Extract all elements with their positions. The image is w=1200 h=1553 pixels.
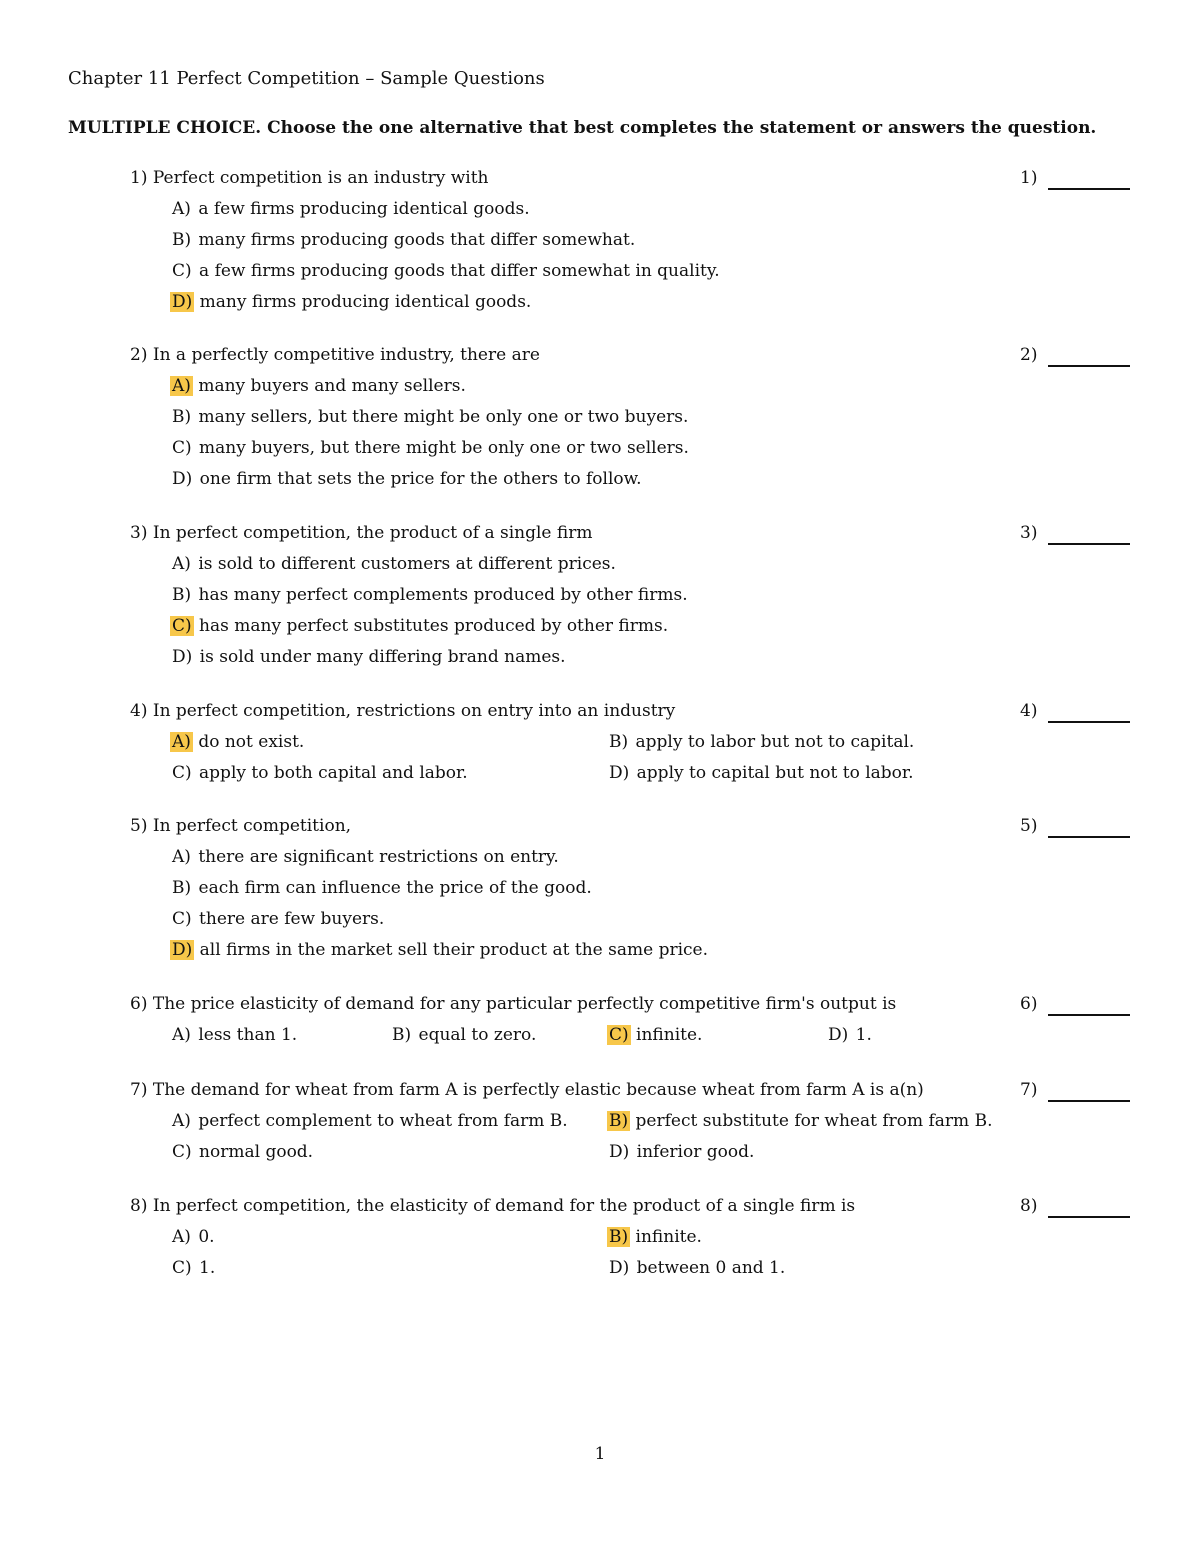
answer-option[interactable] [170, 732, 304, 752]
option-text: apply to both capital and labor. [193, 763, 468, 783]
option-text: many buyers, but there might be only one or two sellers. [193, 438, 689, 458]
option-text: there are few buyers. [193, 909, 385, 929]
option-text: a few firms producing identical goods. [192, 199, 530, 219]
answer-blank[interactable] [1048, 1014, 1130, 1016]
option-letter: C) [172, 1258, 192, 1278]
option-text: normal good. [193, 1142, 314, 1162]
option-letter: B) [172, 407, 192, 427]
answer-blank[interactable] [1048, 1216, 1130, 1218]
question-stem: 8) In perfect competition, the elasticity of demand for the product of a single firm is [130, 1196, 856, 1216]
option-letter: B) [609, 732, 629, 752]
document-title: Chapter 11 Perfect Competition – Sample Questions [68, 68, 545, 89]
answer-option[interactable] [607, 763, 914, 783]
answer-number: 3) [1020, 523, 1038, 543]
option-letter: B) [172, 230, 192, 250]
option-letter: D) [609, 1258, 630, 1278]
highlighted-option-letter: B) [609, 1227, 629, 1247]
option-text: inferior good. [631, 1142, 755, 1162]
highlighted-option-letter: A) [172, 376, 191, 396]
option-text: there are significant restrictions on entry. [192, 847, 559, 867]
highlighted-option-letter: B) [609, 1111, 629, 1131]
option-letter: B) [172, 585, 192, 605]
answer-option[interactable] [170, 647, 566, 667]
option-text: many firms producing identical goods. [194, 292, 532, 312]
question-stem: 1) Perfect competition is an industry with [130, 168, 489, 188]
answer-option[interactable] [170, 878, 592, 898]
answer-option[interactable] [170, 1025, 297, 1045]
option-text: infinite. [630, 1227, 702, 1247]
option-letter: D) [828, 1025, 849, 1045]
answer-option[interactable] [607, 1227, 702, 1247]
answer-blank[interactable] [1048, 721, 1130, 723]
question-stem: 5) In perfect competition, [130, 816, 352, 836]
option-text: perfect substitute for wheat from farm B. [630, 1111, 993, 1131]
answer-blank[interactable] [1048, 365, 1130, 367]
highlighted-option-letter: A) [172, 732, 191, 752]
answer-option[interactable] [170, 292, 531, 312]
answer-option[interactable] [390, 1025, 536, 1045]
option-text: do not exist. [192, 732, 305, 752]
option-text: is sold under many differing brand names. [194, 647, 566, 667]
answer-option[interactable] [170, 376, 466, 396]
answer-option[interactable] [170, 261, 720, 281]
option-text: less than 1. [192, 1025, 298, 1045]
answer-option[interactable] [170, 585, 688, 605]
option-text: apply to labor but not to capital. [630, 732, 915, 752]
option-letter: D) [609, 763, 630, 783]
answer-option[interactable] [170, 407, 688, 427]
answer-number: 8) [1020, 1196, 1038, 1216]
answer-option[interactable] [607, 1111, 992, 1131]
option-letter: D) [172, 469, 193, 489]
option-text: each firm can influence the price of the good. [193, 878, 592, 898]
option-text: is sold to different customers at different prices. [192, 554, 616, 574]
option-letter: A) [172, 199, 191, 219]
answer-option[interactable] [607, 1142, 754, 1162]
option-letter: A) [172, 1111, 191, 1131]
option-letter: C) [172, 261, 192, 281]
option-text: all firms in the market sell their product at the same price. [194, 940, 709, 960]
option-letter: C) [172, 763, 192, 783]
answer-blank[interactable] [1048, 188, 1130, 190]
answer-number: 5) [1020, 816, 1038, 836]
option-letter: A) [172, 1025, 191, 1045]
answer-number: 4) [1020, 701, 1038, 721]
option-letter: B) [392, 1025, 412, 1045]
answer-option[interactable] [170, 616, 668, 636]
option-letter: D) [172, 647, 193, 667]
question-stem: 2) In a perfectly competitive industry, there are [130, 345, 540, 365]
question-stem: 7) The demand for wheat from farm A is perfectly elastic because wheat from farm A is a(n) [130, 1080, 924, 1100]
answer-option[interactable] [170, 1142, 313, 1162]
question-stem: 4) In perfect competition, restrictions on entry into an industry [130, 701, 676, 721]
answer-option[interactable] [170, 438, 689, 458]
question-stem: 6) The price elasticity of demand for any particular perfectly competitive firm's output is [130, 994, 897, 1014]
answer-blank[interactable] [1048, 543, 1130, 545]
option-letter: C) [172, 1142, 192, 1162]
answer-option[interactable] [170, 199, 530, 219]
answer-option[interactable] [170, 554, 616, 574]
option-text: apply to capital but not to labor. [631, 763, 914, 783]
option-text: perfect complement to wheat from farm B. [192, 1111, 568, 1131]
option-letter: D) [609, 1142, 630, 1162]
option-text: 1. [193, 1258, 216, 1278]
answer-option[interactable] [170, 763, 468, 783]
answer-option[interactable] [826, 1025, 872, 1045]
answer-option[interactable] [607, 1258, 785, 1278]
option-text: many buyers and many sellers. [192, 376, 466, 396]
option-text: between 0 and 1. [631, 1258, 786, 1278]
answer-number: 6) [1020, 994, 1038, 1014]
instructions: MULTIPLE CHOICE. Choose the one alternative that best completes the statement or answers the question. [68, 118, 1097, 138]
option-letter: C) [172, 909, 192, 929]
answer-option[interactable] [607, 732, 914, 752]
option-text: equal to zero. [413, 1025, 537, 1045]
answer-number: 7) [1020, 1080, 1038, 1100]
answer-option[interactable] [607, 1025, 702, 1045]
option-text: many sellers, but there might be only one or two buyers. [193, 407, 689, 427]
answer-option[interactable] [170, 1111, 568, 1131]
option-letter: C) [172, 438, 192, 458]
highlighted-option-letter: D) [172, 940, 193, 960]
answer-number: 1) [1020, 168, 1038, 188]
answer-option[interactable] [170, 1258, 215, 1278]
highlighted-option-letter: C) [609, 1025, 629, 1045]
answer-option[interactable] [170, 469, 642, 489]
option-text: has many perfect substitutes produced by other firms. [193, 616, 669, 636]
answer-option[interactable] [170, 1227, 215, 1247]
answer-blank[interactable] [1048, 836, 1130, 838]
option-text: 1. [850, 1025, 872, 1045]
option-letter: A) [172, 847, 191, 867]
answer-option[interactable] [170, 230, 635, 250]
answer-option[interactable] [170, 909, 384, 929]
option-letter: B) [172, 878, 192, 898]
answer-option[interactable] [170, 940, 708, 960]
option-text: many firms producing goods that differ somewhat. [193, 230, 636, 250]
page-number: 1 [594, 1444, 606, 1464]
option-text: has many perfect complements produced by other firms. [193, 585, 688, 605]
answer-number: 2) [1020, 345, 1038, 365]
option-letter: A) [172, 1227, 191, 1247]
option-letter: A) [172, 554, 191, 574]
option-text: infinite. [630, 1025, 703, 1045]
option-text: 0. [192, 1227, 215, 1247]
answer-option[interactable] [170, 847, 559, 867]
question-stem: 3) In perfect competition, the product of a single firm [130, 523, 593, 543]
option-text: a few firms producing goods that differ somewhat in quality. [193, 261, 720, 281]
highlighted-option-letter: C) [172, 616, 192, 636]
highlighted-option-letter: D) [172, 292, 193, 312]
option-text: one firm that sets the price for the others to follow. [194, 469, 642, 489]
answer-blank[interactable] [1048, 1100, 1130, 1102]
